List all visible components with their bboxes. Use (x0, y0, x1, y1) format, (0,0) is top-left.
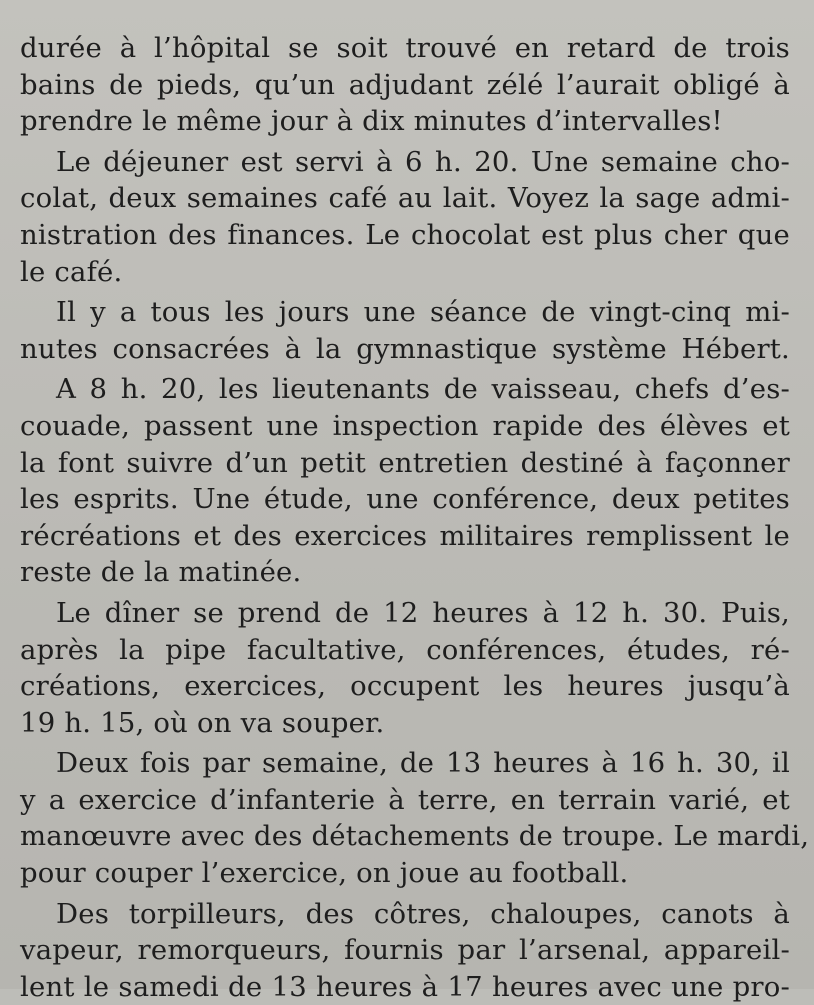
text-line: les esprits. Une étude, une conférence, deux petites (20, 483, 790, 516)
text-line: la font suivre d’un petit entretien destiné à façonner (20, 446, 790, 479)
text-line: manœuvre avec des détachements de troupe. Le mardi, (20, 820, 810, 853)
text-line: bains de pieds, qu’un adjudant zélé l’aurait obligé à (20, 68, 790, 101)
text-line: A 8 h. 20, les lieutenants de vaisseau, chefs d’es- (56, 373, 790, 406)
paragraph-gymnastics (20, 294, 790, 367)
text-line: colat, deux semaines café au lait. Voyez la sage admi- (20, 182, 790, 215)
text-line: nistration des finances. Le chocolat est plus cher que (20, 218, 790, 251)
paragraph-dinner (20, 595, 790, 741)
text-line: y a exercice d’infanterie à terre, en terrain varié, et (20, 783, 790, 816)
paragraph-hospital (20, 30, 790, 140)
paragraph-breakfast (20, 144, 790, 290)
text-line: Deux fois par semaine, de 13 heures à 16 h. 30, il (56, 747, 790, 780)
text-line: créations, exercices, occupent les heures jusqu’à (20, 670, 790, 703)
text-line: nutes consacrées à la gymnastique système Hébert. (20, 332, 790, 365)
text-line: Le dîner se prend de 12 heures à 12 h. 30. Puis, (56, 596, 790, 629)
text-line: vapeur, remorqueurs, fournis par l’arsenal, appareil- (20, 934, 790, 967)
paragraph-infantry (20, 745, 810, 891)
text-line: 19 h. 15, où on va souper. (20, 706, 385, 739)
text-line: le café. (20, 255, 123, 288)
text-line: pour couper l’exercice, on joue au football. (20, 857, 629, 890)
text-line: Des torpilleurs, des côtres, chaloupes, canots à (56, 897, 790, 930)
text-line: Le déjeuner est servi à 6 h. 20. Une semaine cho- (56, 145, 790, 178)
text-line: durée à l’hôpital se soit trouvé en retard de trois (20, 32, 790, 64)
text-line: récréations et des exercices militaires remplissent le (20, 519, 790, 552)
text-line: prendre le même jour à dix minutes d’intervalles! (20, 105, 723, 138)
text-line: lent le samedi de 13 heures à 17 heures avec une pro- (20, 970, 790, 1003)
text-line: couade, passent une inspection rapide des élèves et (20, 409, 790, 442)
text-line: après la pipe facultative, conférences, études, ré- (20, 633, 790, 666)
text-line: reste de la matinée. (20, 556, 302, 589)
text-line: Il y a tous les jours une séance de vingt-cinq mi- (56, 296, 790, 329)
paragraph-inspection (20, 371, 790, 591)
